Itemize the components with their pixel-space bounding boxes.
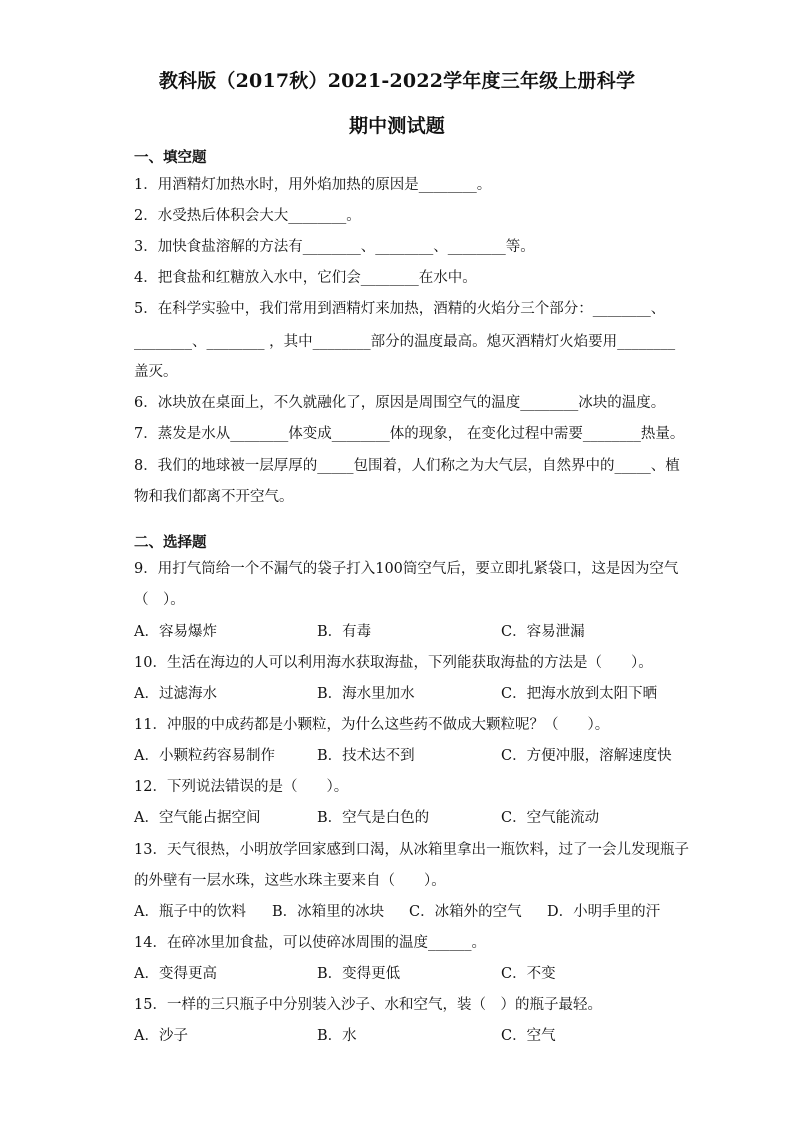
question-line: 2．水受热后体积会大大________。 — [134, 208, 361, 224]
question-9-cont: （ ）。 — [134, 592, 185, 608]
question-12: 12．下列说法错误的是（ ）。 — [134, 779, 349, 795]
option-b: B．海水里加水 — [317, 686, 415, 702]
question-11: 11．冲服的中成药都是小颗粒，为什么这些药不做成大颗粒呢？（ ）。 — [134, 717, 610, 733]
question-13: 13．天气很热，小明放学回家感到口渴，从冰箱里拿出一瓶饮料，过了一会儿发现瓶子 — [134, 842, 689, 858]
option-a: A．变得更高 — [134, 966, 217, 982]
option-c: C．不变 — [501, 966, 556, 982]
option-a: A．容易爆炸 — [134, 624, 217, 640]
option-b: B．变得更低 — [317, 966, 401, 982]
section-heading-fill: 一、填空题 — [134, 149, 207, 166]
question-line: 7．蒸发是水从________体变成________体的现象， 在变化过程中需要________热量。 — [134, 426, 685, 442]
option-b: B．有毒 — [317, 624, 372, 640]
question-line: 4．把食盐和红糖放入水中，它们会________在水中。 — [134, 270, 477, 286]
question-line: 1．用酒精灯加热水时，用外焰加热的原因是________。 — [134, 177, 492, 193]
option-b: B．技术达不到 — [317, 748, 415, 764]
question-14: 14．在碎冰里加食盐，可以使碎冰周围的温度______。 — [134, 935, 486, 951]
option-a: A．过滤海水 — [134, 686, 217, 702]
option-c: C．方便冲服，溶解速度快 — [501, 748, 672, 764]
question-line: 5．在科学实验中，我们常用到酒精灯来加热，酒精的火焰分三个部分：________、 — [134, 301, 666, 317]
page-subtitle: 期中测试题 — [348, 115, 445, 137]
page-title: 教科版（2017秋）2021-2022学年度三年级上册科学 — [158, 70, 636, 92]
option-c: C．空气能流动 — [501, 810, 600, 826]
question-line: 3．加快食盐溶解的方法有________、________、________等。 — [134, 239, 535, 255]
option-a: A．空气能占据空间 — [134, 810, 261, 826]
question-15: 15．一样的三只瓶子中分别装入沙子、水和空气，装（ ）的瓶子最轻。 — [134, 997, 602, 1013]
option-b: B．水 — [317, 1028, 357, 1044]
question-10: 10．生活在海边的人可以利用海水获取海盐，下列能获取海盐的方法是（ ）。 — [134, 655, 653, 671]
question-9: 9．用打气筒给一个不漏气的袋子打入100筒空气后，要立即扎紧袋口，这是因为空气 — [134, 561, 679, 577]
question-line: 8．我们的地球被一层厚厚的_____包围着，人们称之为大气层，自然界中的_____、植 — [134, 458, 680, 474]
option-a: A．小颗粒药容易制作 — [134, 748, 275, 764]
section-heading-choice: 二、选择题 — [134, 534, 207, 551]
question-13-cont: 的外壁有一层水珠，这些水珠主要来自（ ）。 — [134, 873, 446, 889]
option-a: A．沙子 — [134, 1028, 188, 1044]
option-c: C．冰箱外的空气 — [409, 904, 522, 920]
option-a: A．瓶子中的饮料 — [134, 904, 246, 920]
option-c: C．容易泄漏 — [501, 624, 585, 640]
option-d: D．小明手里的汗 — [547, 904, 661, 920]
question-line: 物和我们都离不开空气。 — [134, 489, 294, 505]
question-line: ________、________ ，其中________部分的温度最高。熄灭酒精灯火焰要用________ — [134, 334, 676, 350]
option-b: B．空气是白色的 — [317, 810, 430, 826]
option-c: C．把海水放到太阳下晒 — [501, 686, 658, 702]
question-line: 6．冰块放在桌面上，不久就融化了，原因是周围空气的温度________冰块的温度。 — [134, 395, 666, 411]
question-line: 盖灭。 — [134, 364, 178, 380]
option-c: C．空气 — [501, 1028, 556, 1044]
option-b: B．冰箱里的冰块 — [272, 904, 385, 920]
